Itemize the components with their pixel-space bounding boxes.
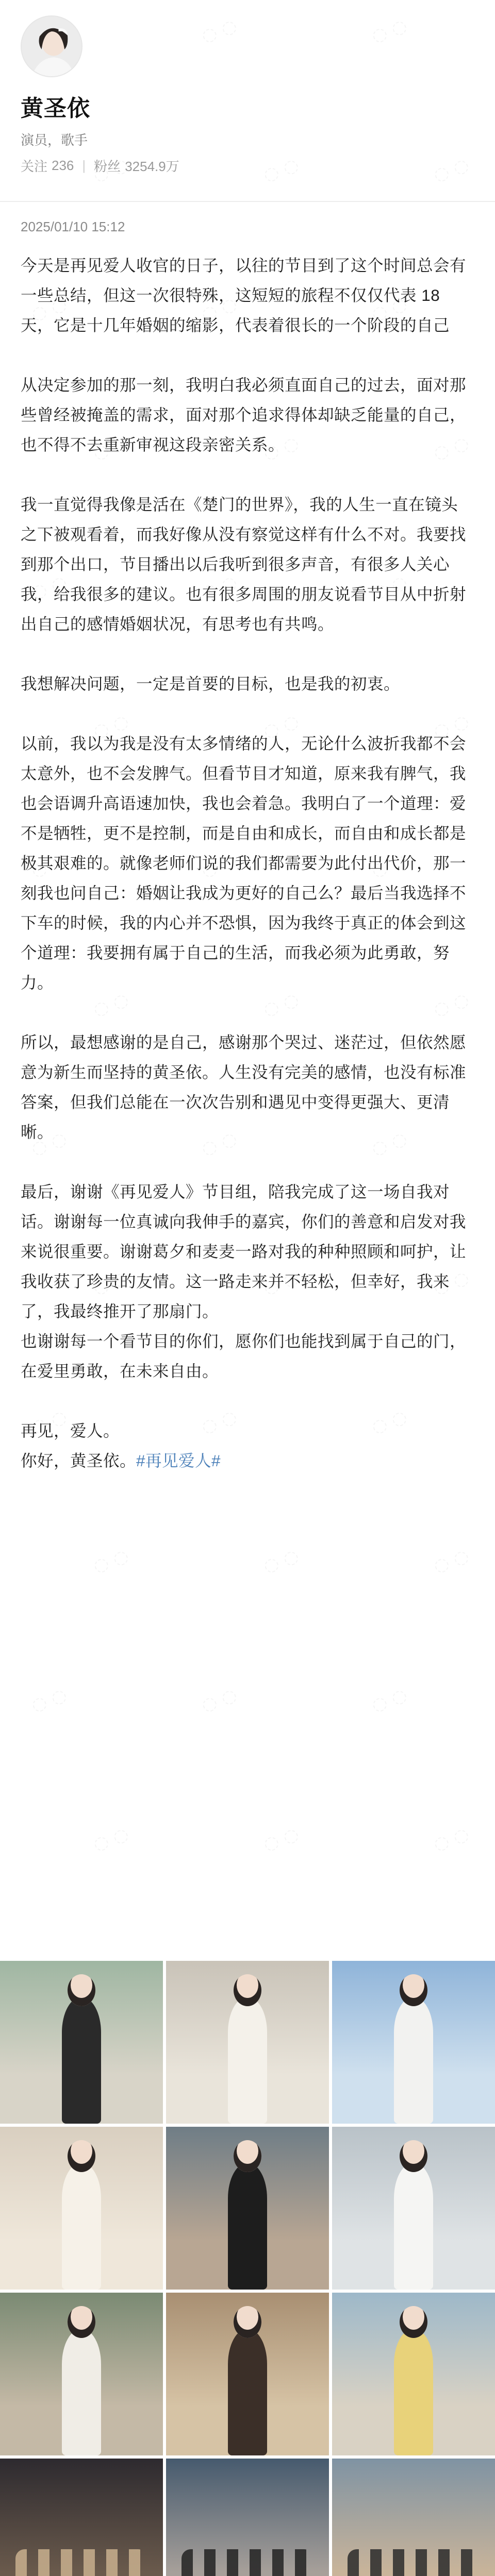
watermark-glyph — [431, 1823, 472, 1855]
post-paragraph: 今天是再见爱人收官的日子，以往的节目到了这个时间总会有一些总结，但这一次很特殊，这短短的旅程不仅仅代表 18 天，它是十几年婚姻的缩影，代表着很长的一个阶段的自己 — [21, 256, 467, 334]
photo-subject-head — [234, 2140, 261, 2172]
photo-subject-head — [400, 2140, 427, 2172]
photo-subject — [394, 2163, 433, 2290]
avatar-image — [22, 16, 81, 76]
photo-subject — [348, 2549, 480, 2576]
photo-subject — [228, 2163, 267, 2290]
user-name[interactable]: 黄圣依 — [21, 96, 90, 121]
photo-subject — [394, 1997, 433, 2124]
profile-header — [21, 15, 474, 175]
follow-count[interactable]: 236 — [52, 158, 74, 173]
photo-subject-head — [400, 2306, 427, 2338]
follow-label[interactable]: 关注 — [21, 159, 48, 174]
photo-subject-head — [68, 2140, 95, 2172]
post-photo[interactable] — [332, 2459, 495, 2576]
post-photo[interactable] — [332, 1961, 495, 2124]
post-paragraph: 最后，谢谢《再见爱人》节目组，陪我完成了这一场自我对话。谢谢每一位真诚向我伸手的嘉宾，你们的善意和启发对我来说很重要。谢谢葛夕和麦麦一路对我的种种照顾和呵护，让我收获了珍贵的友情。这一路走来并不轻松，但幸好，我来了，我最终推开了那扇门。 也谢谢每一个看节目的你们，愿你们也能找到属于自己的门，在爱里勇敢，在未来自由。 — [21, 1182, 467, 1380]
post-photo[interactable] — [332, 2127, 495, 2290]
photo-subject — [62, 2329, 101, 2455]
post-paragraph: 从决定参加的那一刻，我明白我必须直面自己的过去，面对那些曾经被掩盖的需求，面对那个追求得体却缺乏能量的自己，也不得不去重新审视这段亲密关系。 — [21, 376, 467, 454]
user-stats — [21, 156, 474, 175]
post-paragraph: 以前，我以为我是没有太多情绪的人，无论什么波折我都不会太意外，也不会发脾气。但看节目才知道，原来我有脾气，我也会语调升高语速加快，我也会着急。我明白了一个道理：爱不是牺牲，更不是控制，而是自由和成长，而自由和成长都是极其艰难的。就像老师们说的我们都需要为此付出代价，那一刻我也问自己：婚姻让我成为更好的自己么？最后当我选择不下车的时候，我的内心并不恐惧，因为我终于真正的体会到这个道理：我要拥有属于自己的生活，而我必须为此勇敢，努力。 — [21, 734, 467, 992]
photo-subject — [228, 1997, 267, 2124]
photo-grid — [0, 1961, 495, 2576]
header-divider — [0, 201, 495, 202]
photo-subject — [62, 2163, 101, 2290]
watermark-glyph — [260, 1823, 302, 1855]
post-paragraph: 所以，最想感谢的是自己，感谢那个哭过、迷茫过，但依然愿意为新生而坚持的黄圣依。人生没有完美的感情，也没有标准答案，但我们总能在一次次告别和遇见中变得更强大、更清晰。 — [21, 1033, 467, 1141]
hashtag-link[interactable]: #再见爱人# — [136, 1451, 221, 1470]
closing-line: 再见，爱人。 — [21, 1421, 120, 1440]
photo-subject — [182, 2549, 314, 2576]
watermark-glyph — [431, 1545, 472, 1577]
photo-subject — [228, 2329, 267, 2455]
post-photo[interactable] — [166, 1961, 329, 2124]
watermark-glyph — [28, 1684, 70, 1716]
post-paragraph: 我想解决问题，一定是首要的目标，也是我的初衷。 — [21, 674, 401, 693]
photo-subject — [15, 2549, 147, 2576]
user-role: 演员，歌手 — [21, 132, 88, 148]
photo-subject — [394, 2329, 433, 2455]
fans-label[interactable]: 粉丝 — [94, 159, 121, 174]
post-photo[interactable] — [166, 2459, 329, 2576]
post-paragraph: 我一直觉得我像是活在《楚门的世界》，我的人生一直在镜头之下被观看着，而我好像从没有察觉这样有什么不对。我要找到那个出口，节目播出以后我听到很多声音，有很多人关心我，给我很多的建议。也有很多周围的朋友说看节目从中折射出自己的感情婚姻状况，有思考也有共鸣。 — [21, 495, 467, 633]
post-photo[interactable] — [0, 2127, 163, 2290]
photo-subject-head — [234, 1974, 261, 2006]
photo-subject-head — [234, 2306, 261, 2338]
photo-subject — [62, 1997, 101, 2124]
fans-count[interactable]: 3254.9万 — [125, 159, 179, 174]
watermark-glyph — [199, 1684, 240, 1716]
post-photo[interactable] — [0, 2459, 163, 2576]
watermark-glyph — [90, 1823, 131, 1855]
post-body — [21, 219, 474, 1476]
watermark-glyph — [260, 1545, 302, 1577]
avatar[interactable] — [21, 15, 82, 77]
post-date: 2025/01/10 15:12 — [21, 219, 125, 234]
post-photo[interactable] — [166, 2293, 329, 2455]
post-photo[interactable] — [166, 2127, 329, 2290]
closing-line — [21, 1446, 474, 1476]
post-photo[interactable] — [0, 2293, 163, 2455]
watermark-glyph — [90, 1545, 131, 1577]
post-photo[interactable] — [332, 2293, 495, 2455]
photo-subject-head — [68, 2306, 95, 2338]
stats-separator: | — [82, 158, 86, 173]
watermark-glyph — [369, 1684, 410, 1716]
closing-text: 你好，黄圣依。 — [21, 1451, 137, 1470]
post-photo[interactable] — [0, 1961, 163, 2124]
photo-subject-head — [400, 1974, 427, 2006]
photo-subject-head — [68, 1974, 95, 2006]
